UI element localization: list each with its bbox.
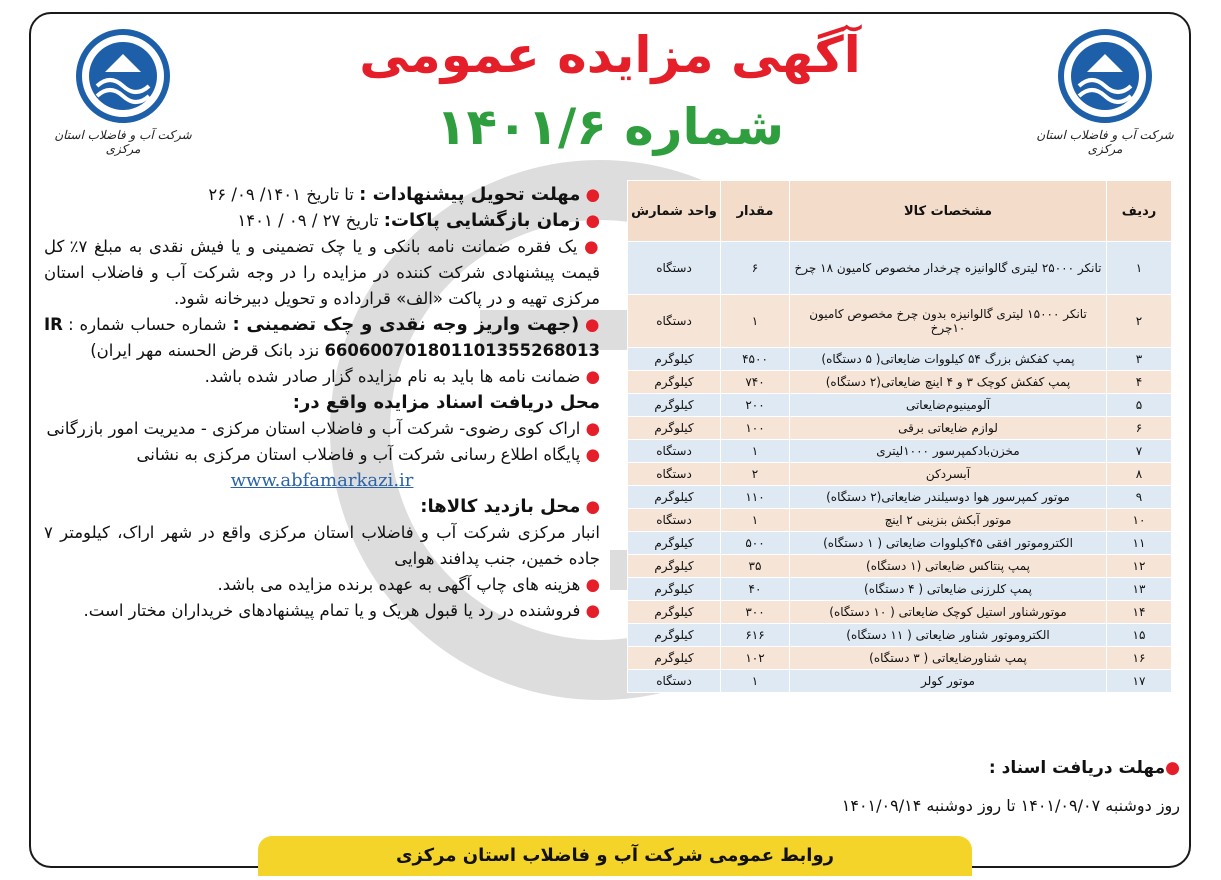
- cell-row: ۱: [1107, 242, 1172, 295]
- cell-spec: مخزن‌بادکمپرسور ۱۰۰۰لیتری: [790, 440, 1107, 463]
- deposit-value: شماره حساب شماره :: [68, 315, 227, 334]
- table-row: [628, 440, 1172, 463]
- cell-spec: پمپ شناورضایعاتی ( ۳ دستگاه): [790, 647, 1107, 670]
- guarantee-note-value: ضمانت نامه ها باید به نام مزایده گزار صادر شده باشد.: [204, 367, 581, 386]
- cell-qty: ۳۵: [721, 555, 790, 578]
- cell-unit: کیلوگرم: [628, 578, 721, 601]
- print-cost: [44, 572, 600, 598]
- cell-row: ۳: [1107, 348, 1172, 371]
- header-qty: مقدار: [721, 181, 790, 242]
- table-header-row: [628, 181, 1172, 242]
- cell-unit: دستگاه: [628, 242, 721, 295]
- cell-qty: ۵۰۰: [721, 532, 790, 555]
- cell-unit: کیلوگرم: [628, 555, 721, 578]
- visit-text: انبار مرکزی شرکت آب و فاضلاب استان مرکزی واقع در شهر اراک، کیلومتر ۷ جاده خمین، جنب پدافند هوایی: [44, 523, 600, 568]
- deadline-heading-text: مهلت دریافت اسناد :: [988, 758, 1166, 778]
- website-line: [44, 468, 600, 494]
- logo-caption: شرکت آب و فاضلاب استان مرکزی: [1036, 128, 1174, 156]
- cell-spec: الکتروموتور افقی ۴۵کیلووات ضایعاتی ( ۱ دستگاه): [790, 532, 1107, 555]
- cell-qty: ۱: [721, 670, 790, 693]
- items-table-wrap: [627, 180, 1172, 693]
- cell-row: ۲: [1107, 295, 1172, 348]
- cell-unit: کیلوگرم: [628, 394, 721, 417]
- portal-value: پایگاه اطلاع رسانی شرکت آب و فاضلاب استان مرکزی به نشانی: [136, 445, 581, 464]
- cell-spec: تانکر ۲۵۰۰۰ لیتری گالوانیزه چرخدار مخصوص کامیون ۱۸ چرخ: [790, 242, 1107, 295]
- company-logo-left: [48, 28, 198, 158]
- bullet-icon: ●: [580, 575, 600, 594]
- cell-row: ۱۶: [1107, 647, 1172, 670]
- table-row: [628, 670, 1172, 693]
- cell-unit: دستگاه: [628, 670, 721, 693]
- table-row: [628, 394, 1172, 417]
- visit-heading-text: محل بازدید کالاها:: [420, 496, 581, 517]
- deposit-label: (جهت واریز وجه نقدی و چک تضمینی :: [232, 314, 580, 335]
- bullet-icon: ●: [580, 367, 600, 386]
- table-row: [628, 486, 1172, 509]
- submit-value: تا تاریخ ۱۴۰۱/ ۰۹/ ۲۶: [208, 185, 354, 204]
- website-link[interactable]: www.abfamarkazi.ir: [230, 470, 414, 491]
- cell-spec: پمپ کفکش بزرگ ۵۴ کیلووات ضایعاتی( ۵ دستگاه): [790, 348, 1107, 371]
- table-row: [628, 555, 1172, 578]
- bullet-icon: ●: [579, 315, 600, 334]
- cell-qty: ۴۰: [721, 578, 790, 601]
- cell-row: ۱۵: [1107, 624, 1172, 647]
- docs-place: [44, 416, 600, 442]
- table-row: [628, 578, 1172, 601]
- visit-heading: [44, 494, 600, 520]
- footer-banner: روابط عمومی شرکت آب و فاضلاب استان مرکزی: [258, 836, 972, 876]
- account-number: IR 660600701801101355268013: [44, 315, 600, 360]
- table-body: [628, 242, 1172, 693]
- cell-spec: موتور آبکش بنزینی ۲ اینچ: [790, 509, 1107, 532]
- bullet-icon: ●: [580, 445, 600, 464]
- guarantee-note: [44, 364, 600, 390]
- cell-spec: آبسردکن: [790, 463, 1107, 486]
- cell-row: ۱۴: [1107, 601, 1172, 624]
- cell-unit: دستگاه: [628, 440, 721, 463]
- water-drop-logo-icon: [75, 28, 171, 124]
- table-row: [628, 295, 1172, 348]
- cell-unit: دستگاه: [628, 509, 721, 532]
- bullet-icon: ●: [580, 211, 600, 230]
- opening-date: [44, 208, 600, 234]
- cell-spec: پمپ کلرزنی ضایعاتی ( ۴ دستگاه): [790, 578, 1107, 601]
- bullet-icon: ●: [580, 497, 600, 516]
- cell-spec: موتورشناور استیل کوچک ضایعاتی ( ۱۰ دستگاه): [790, 601, 1107, 624]
- cell-qty: ۱: [721, 440, 790, 463]
- table-row: [628, 509, 1172, 532]
- deposit-text: [44, 312, 600, 364]
- header-row-number: ردیف: [1107, 181, 1172, 242]
- cell-row: ۱۰: [1107, 509, 1172, 532]
- cell-spec: پمپ کفکش کوچک ۳ و ۴ اینچ ضایعاتی(۲ دستگاه): [790, 371, 1107, 394]
- cell-unit: کیلوگرم: [628, 532, 721, 555]
- docs-deadline-text: روز دوشنبه ۱۴۰۱/۰۹/۰۷ تا روز دوشنبه ۱۴۰۱/۰۹/۱۴: [841, 796, 1180, 815]
- table-row: [628, 624, 1172, 647]
- submit-deadline: [44, 182, 600, 208]
- cell-row: ۱۷: [1107, 670, 1172, 693]
- table-row: [628, 532, 1172, 555]
- info-column: [44, 182, 600, 624]
- cell-unit: کیلوگرم: [628, 647, 721, 670]
- cell-qty: ۱۰۲: [721, 647, 790, 670]
- cell-qty: ۳۰۰: [721, 601, 790, 624]
- cell-row: ۸: [1107, 463, 1172, 486]
- bullet-icon: ●: [580, 419, 600, 438]
- bullet-icon: ●: [580, 601, 600, 620]
- bullet-icon: ●: [1165, 758, 1180, 778]
- cell-unit: کیلوگرم: [628, 371, 721, 394]
- cell-spec: تانکر ۱۵۰۰۰ لیتری گالوانیزه بدون چرخ مخصوص کامیون ۱۰چرخ: [790, 295, 1107, 348]
- cell-qty: ۱: [721, 295, 790, 348]
- seller-rights: [44, 598, 600, 624]
- docs-place-value: اراک کوی رضوی- شرکت آب و فاضلاب استان مرکزی - مدیریت امور بازرگانی: [46, 419, 581, 438]
- guarantee-value: یک فقره ضمانت نامه بانکی و یا چک تضمینی و یا فیش نقدی به مبلغ ۷٪ کل قیمت پیشنهادی شرکت کننده در مزایده را در وجه شرکت آب و فاضلاب استان مرکزی تهیه و در پاکت «الف» قرارداده و تحویل دبیرخانه شود.: [44, 237, 600, 308]
- open-label: زمان بازگشایی پاکات:: [383, 210, 581, 231]
- submit-label: مهلت تحویل پیشنهادات :: [359, 184, 581, 205]
- title-auction: آگهی مزایده عمومی: [359, 26, 861, 84]
- seller-rights-value: فروشنده در رد یا قبول هریک و یا تمام پیشنهادهای خریداران مختار است.: [83, 601, 581, 620]
- cell-spec: موتور کولر: [790, 670, 1107, 693]
- cell-unit: کیلوگرم: [628, 601, 721, 624]
- cell-unit: کیلوگرم: [628, 624, 721, 647]
- cell-unit: دستگاه: [628, 295, 721, 348]
- title-number: شماره ۱۴۰۱/۶: [435, 98, 785, 156]
- cell-row: ۷: [1107, 440, 1172, 463]
- table-row: [628, 371, 1172, 394]
- bullet-icon: ●: [577, 237, 600, 256]
- cell-unit: دستگاه: [628, 463, 721, 486]
- water-drop-logo-icon: [1057, 28, 1153, 124]
- logo-caption: شرکت آب و فاضلاب استان مرکزی: [54, 128, 192, 156]
- cell-qty: ۱۰۰: [721, 417, 790, 440]
- table-row: [628, 463, 1172, 486]
- cell-qty: ۶۱۶: [721, 624, 790, 647]
- open-value: تاریخ ۲۷ / ۰۹ / ۱۴۰۱: [237, 211, 379, 230]
- guarantee-text: [44, 234, 600, 312]
- cell-qty: ۷۴۰: [721, 371, 790, 394]
- cell-spec: پمپ پنتاکس ضایعاتی (۱ دستگاه): [790, 555, 1107, 578]
- cell-spec: لوازم ضایعاتی برقی: [790, 417, 1107, 440]
- cell-qty: ۶: [721, 242, 790, 295]
- cell-spec: الکتروموتور شناور ضایعاتی ( ۱۱ دستگاه): [790, 624, 1107, 647]
- cell-qty: ۴۵۰۰: [721, 348, 790, 371]
- cell-qty: ۱: [721, 509, 790, 532]
- portal-text: [44, 442, 600, 468]
- bullet-icon: ●: [580, 185, 600, 204]
- table-row: [628, 242, 1172, 295]
- header-unit: واحد شمارش: [628, 181, 721, 242]
- cell-row: ۱۲: [1107, 555, 1172, 578]
- print-cost-value: هزینه های چاپ آگهی به عهده برنده مزایده می باشد.: [217, 575, 581, 594]
- cell-unit: کیلوگرم: [628, 486, 721, 509]
- bank-name: نزد بانک قرض الحسنه مهر ایران): [90, 341, 320, 360]
- cell-qty: ۲۰۰: [721, 394, 790, 417]
- cell-spec: موتور کمپرسور هوا دوسیلندر ضایعاتی(۲ دستگاه): [790, 486, 1107, 509]
- table-row: [628, 601, 1172, 624]
- cell-qty: ۱۱۰: [721, 486, 790, 509]
- cell-row: ۴: [1107, 371, 1172, 394]
- header-spec: مشخصات کالا: [790, 181, 1107, 242]
- cell-row: ۶: [1107, 417, 1172, 440]
- cell-unit: کیلوگرم: [628, 417, 721, 440]
- docs-deadline-heading: [870, 758, 1180, 778]
- table-row: [628, 348, 1172, 371]
- table-row: [628, 417, 1172, 440]
- page-title: [300, 18, 920, 162]
- cell-spec: آلومینیوم‌ضایعاتی: [790, 394, 1107, 417]
- items-table: [627, 180, 1172, 693]
- table-row: [628, 647, 1172, 670]
- cell-row: ۹: [1107, 486, 1172, 509]
- company-logo-right: [1030, 28, 1180, 158]
- docs-heading: محل دریافت اسناد مزایده واقع در:: [292, 392, 600, 413]
- cell-row: ۱۳: [1107, 578, 1172, 601]
- cell-qty: ۲: [721, 463, 790, 486]
- cell-unit: کیلوگرم: [628, 348, 721, 371]
- cell-row: ۵: [1107, 394, 1172, 417]
- cell-row: ۱۱: [1107, 532, 1172, 555]
